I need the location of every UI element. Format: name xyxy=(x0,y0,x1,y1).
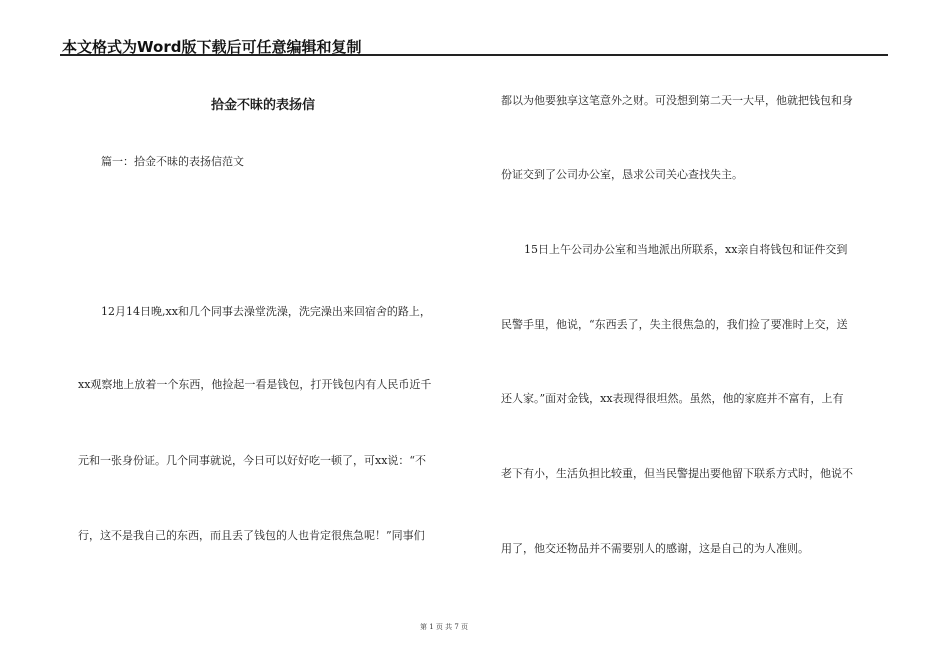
paragraph-line: 用了，他交还物品并不需要别人的感谢，这是自己的为人准则。 xyxy=(501,542,809,555)
paragraph-line: 元和一张身份证。几个同事就说，今日可以好好吃一顿了，可xx说：“不 xyxy=(78,454,427,467)
paragraph-line: 15日上午公司办公室和当地派出所联系，xx亲自将钱包和证件交到 xyxy=(524,243,848,256)
document-banner: 本文格式为Word版下载后可任意编辑和复制 xyxy=(62,38,362,56)
paragraph-line: 行，这不是我自己的东西，而且丢了钱包的人也肯定很焦急呢！”同事们 xyxy=(78,529,425,542)
section-heading: 篇一：拾金不昧的表扬信范文 xyxy=(101,155,244,168)
paragraph-line: xx观察地上放着一个东西，他捡起一看是钱包，打开钱包内有人民币近千 xyxy=(78,378,432,391)
page-number: 第 1 页 共 7 页 xyxy=(419,623,469,631)
paragraph-line: 还人家。”面对金钱，xx表现得很坦然。虽然，他的家庭并不富有，上有 xyxy=(501,392,844,405)
paragraph-line: 老下有小，生活负担比较重，但当民警提出要他留下联系方式时，他说不 xyxy=(501,467,853,480)
paragraph-line: 都以为他要独享这笔意外之财。可没想到第二天一大早，他就把钱包和身 xyxy=(501,94,853,107)
paragraph-line: 民警手里，他说，“东西丢了，失主很焦急的，我们捡了要准时上交，送 xyxy=(501,318,848,331)
paragraph-line: 份证交到了公司办公室，恳求公司关心查找失主。 xyxy=(501,168,743,181)
banner-divider xyxy=(60,54,888,56)
paragraph-line: 12月14日晚,xx和几个同事去澡堂洗澡，洗完澡出来回宿舍的路上， xyxy=(101,305,431,318)
document-title: 拾金不昧的表扬信 xyxy=(210,98,315,113)
